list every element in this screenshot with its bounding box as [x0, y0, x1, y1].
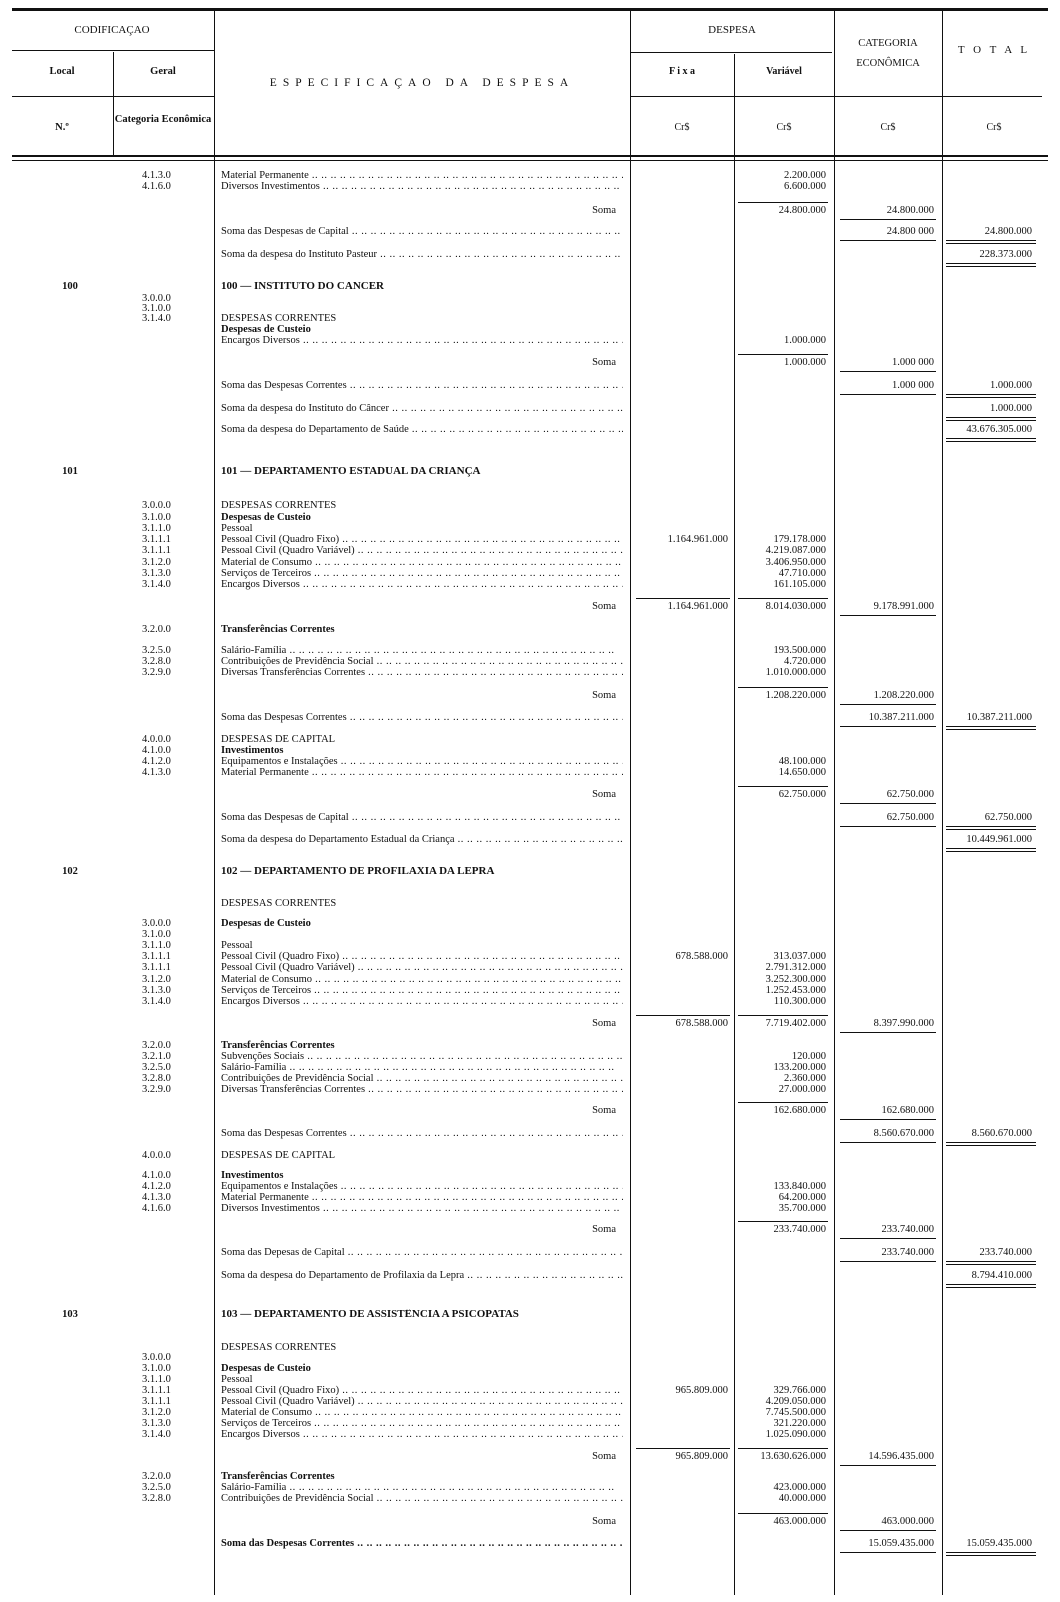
total-rule-double — [946, 420, 1036, 421]
categoria-rule — [840, 826, 936, 827]
soma-label: Soma — [592, 789, 616, 800]
header-despesa: DESPESA — [708, 24, 756, 36]
specification-text: Despesas de Custeio — [221, 512, 311, 523]
value-variavel: 27.000.000 — [778, 1084, 826, 1095]
category-code: 3.1.2.0 — [142, 974, 171, 985]
specification-text: Investimentos — [221, 1170, 284, 1181]
value-total: 10.449.961.000 — [966, 834, 1032, 845]
specification-text: Salário-Família .. .. — [221, 645, 623, 656]
category-code: 3.1.1.1 — [142, 545, 171, 556]
sum-rule-fixa — [636, 1448, 730, 1449]
value-variavel: 4.209.050.000 — [765, 1396, 826, 1407]
value-fixa: 1.164.961.000 — [667, 601, 728, 612]
total-rule-double — [946, 851, 1036, 852]
category-code: 4.1.6.0 — [142, 1203, 171, 1214]
value-fixa: 678.588.000 — [675, 951, 728, 962]
category-code: 4.1.0.0 — [142, 1170, 171, 1181]
specification-text: Transferências Correntes — [221, 1040, 335, 1051]
value-variavel: 423.000.000 — [773, 1482, 826, 1493]
value-variavel: 7.719.402.000 — [765, 1018, 826, 1029]
category-code: 3.1.2.0 — [142, 557, 171, 568]
specification-text: Soma das Despesas de Capital .. .. — [221, 226, 623, 237]
category-code: 3.2.0.0 — [142, 624, 171, 635]
specification-text: Soma das Despesas Correntes .. .. — [221, 1538, 623, 1549]
value-categoria: 24.800.000 — [886, 205, 934, 216]
local-number: 102 — [62, 866, 78, 877]
total-rule — [946, 826, 1036, 827]
value-variavel: 463.000.000 — [773, 1516, 826, 1527]
category-code: 3.1.1.1 — [142, 962, 171, 973]
category-code: 3.2.8.0 — [142, 1493, 171, 1504]
category-code: 3.2.8.0 — [142, 1073, 171, 1084]
value-variavel: 2.360.000 — [784, 1073, 826, 1084]
specification-text: Subvenções Sociais .. .. — [221, 1051, 623, 1062]
specification-text: Soma das Despesas de Capital .. .. — [221, 812, 623, 823]
specification-text: Material de Consumo .. .. — [221, 557, 623, 568]
value-variavel: 1.025.090.000 — [765, 1429, 826, 1440]
value-total: 15.059.435.000 — [966, 1538, 1032, 1549]
category-code: 3.0.0.0 — [142, 293, 171, 304]
specification-text: 102 — DEPARTAMENTO DE PROFILAXIA DA LEPRA — [221, 866, 495, 877]
specification-text: 100 — INSTITUTO DO CANCER — [221, 281, 384, 292]
header-bottom-rule — [12, 155, 1048, 157]
value-variavel: 329.766.000 — [773, 1385, 826, 1396]
category-code: 3.1.1.1 — [142, 1385, 171, 1396]
sum-rule-variavel — [738, 687, 828, 688]
category-code: 3.2.0.0 — [142, 1471, 171, 1482]
header-categoria-col: CATEGORIA ECONÔMICA — [856, 38, 920, 69]
soma-label: Soma — [592, 205, 616, 216]
value-variavel: 8.014.030.000 — [765, 601, 826, 612]
header-fixa: F i x a — [668, 66, 695, 77]
currency-total: Cr$ — [986, 122, 1002, 133]
sum-rule-categoria — [840, 371, 936, 372]
specification-text: Soma da despesa do Departamento de Saúde .. .. — [221, 424, 623, 435]
specification-text: Material Permanente .. .. — [221, 1192, 623, 1203]
value-variavel: 162.680.000 — [773, 1105, 826, 1116]
category-code: 3.1.4.0 — [142, 996, 171, 1007]
categoria-rule — [840, 1261, 936, 1262]
value-variavel: 179.178.000 — [773, 534, 826, 545]
value-variavel: 2.200.000 — [784, 170, 826, 181]
category-code: 3.2.5.0 — [142, 645, 171, 656]
category-code: 3.1.1.0 — [142, 940, 171, 951]
value-variavel: 1.000.000 — [784, 357, 826, 368]
specification-text: Pessoal Civil (Quadro Fixo) .. .. — [221, 1385, 623, 1396]
sum-rule-variavel — [738, 202, 828, 203]
col-divider-cate — [834, 10, 835, 1595]
sum-rule-categoria — [840, 803, 936, 804]
category-code: 3.1.0.0 — [142, 929, 171, 940]
category-code: 3.0.0.0 — [142, 1352, 171, 1363]
specification-text: Soma da despesa do Departamento de Profilaxia da Lepra .. .. — [221, 1270, 623, 1281]
specification-text: Transferências Correntes — [221, 624, 335, 635]
value-total: 24.800.000 — [984, 226, 1032, 237]
value-variavel: 161.105.000 — [773, 579, 826, 590]
total-rule — [946, 438, 1036, 439]
value-total: 228.373.000 — [979, 249, 1032, 260]
category-code: 3.2.9.0 — [142, 1084, 171, 1095]
total-rule — [946, 726, 1036, 727]
value-total: 1.000.000 — [990, 403, 1032, 414]
value-categoria: 233.740.000 — [881, 1224, 934, 1235]
category-code: 3.2.8.0 — [142, 656, 171, 667]
specification-text: 101 — DEPARTAMENTO ESTADUAL DA CRIANÇA — [221, 466, 481, 477]
total-rule-double — [946, 441, 1036, 442]
sum-rule-categoria — [840, 1530, 936, 1531]
header-total: T O T A L — [957, 44, 1031, 56]
value-categoria: 8.560.670.000 — [873, 1128, 934, 1139]
specification-text: DESPESAS DE CAPITAL — [221, 1150, 336, 1161]
specification-text: Material de Consumo .. .. — [221, 974, 623, 985]
categoria-rule — [840, 726, 936, 727]
specification-text: Diversos Investimentos .. .. — [221, 1203, 623, 1214]
soma-label: Soma — [592, 1451, 616, 1462]
header-rule-despesa — [630, 52, 832, 53]
value-variavel: 120.000 — [791, 1051, 826, 1062]
specification-text: Encargos Diversos .. .. — [221, 579, 623, 590]
sum-rule-variavel — [738, 354, 828, 355]
top-rule — [12, 8, 1048, 11]
specification-text: DESPESAS CORRENTES — [221, 500, 337, 511]
soma-label: Soma — [592, 1105, 616, 1116]
value-variavel: 1.208.220.000 — [765, 690, 826, 701]
value-total: 10.387.211.000 — [966, 712, 1032, 723]
specification-text: DESPESAS CORRENTES — [221, 313, 337, 324]
categoria-rule — [840, 1142, 936, 1143]
specification-text: Pessoal Civil (Quadro Variável) .. .. — [221, 545, 623, 556]
header-local: Local — [49, 66, 75, 77]
total-rule-double — [946, 1555, 1036, 1556]
value-categoria: 463.000.000 — [881, 1516, 934, 1527]
value-variavel: 1.000.000 — [784, 335, 826, 346]
sum-rule-fixa — [636, 1015, 730, 1016]
value-variavel: 13.630.626.000 — [760, 1451, 826, 1462]
sum-rule-categoria — [840, 1032, 936, 1033]
specification-text: Soma da despesa do Instituto Pasteur .. .. — [221, 249, 623, 260]
specification-text: Pessoal — [221, 940, 253, 951]
specification-text: Encargos Diversos .. .. — [221, 996, 623, 1007]
category-code: 3.1.4.0 — [142, 313, 171, 324]
specification-text: Pessoal Civil (Quadro Variável) .. .. — [221, 1396, 623, 1407]
soma-label: Soma — [592, 1018, 616, 1029]
specification-text: Contribuições de Previdência Social .. .. — [221, 1073, 623, 1084]
header-variavel: Variável — [766, 66, 802, 77]
category-code: 3.2.5.0 — [142, 1062, 171, 1073]
total-rule — [946, 1284, 1036, 1285]
category-code: 4.1.2.0 — [142, 756, 171, 767]
category-code: 3.1.3.0 — [142, 985, 171, 996]
specification-text: Encargos Diversos .. .. — [221, 335, 623, 346]
total-rule — [946, 240, 1036, 241]
category-code: 3.0.0.0 — [142, 500, 171, 511]
specification-text: Soma das Despesas Correntes .. .. — [221, 380, 623, 391]
specification-text: DESPESAS DE CAPITAL — [221, 734, 336, 745]
header-numero: N.º — [55, 122, 69, 133]
specification-text: Despesas de Custeio — [221, 1363, 311, 1374]
total-rule — [946, 1552, 1036, 1553]
value-variavel: 3.252.300.000 — [765, 974, 826, 985]
value-variavel: 14.650.000 — [778, 767, 826, 778]
categoria-rule — [840, 394, 936, 395]
specification-text: Soma das Despesas Correntes .. .. — [221, 1128, 623, 1139]
sum-rule-variavel — [738, 1102, 828, 1103]
category-code: 4.0.0.0 — [142, 1150, 171, 1161]
specification-text: Serviços de Terceiros .. .. — [221, 568, 623, 579]
value-total: 8.560.670.000 — [971, 1128, 1032, 1139]
total-rule-double — [946, 1264, 1036, 1265]
category-code: 3.1.1.0 — [142, 1374, 171, 1385]
category-code: 4.1.3.0 — [142, 170, 171, 181]
value-variavel: 48.100.000 — [778, 756, 826, 767]
specification-text: Contribuições de Previdência Social .. .. — [221, 1493, 623, 1504]
value-total: 43.676.305.000 — [966, 424, 1032, 435]
specification-text: Transferências Correntes — [221, 1471, 335, 1482]
value-categoria: 62.750.000 — [886, 789, 934, 800]
category-code: 3.2.9.0 — [142, 667, 171, 678]
category-code: 4.1.0.0 — [142, 745, 171, 756]
value-variavel: 110.300.000 — [773, 996, 826, 1007]
currency-fixa: Cr$ — [674, 122, 690, 133]
value-variavel: 4.720.000 — [784, 656, 826, 667]
value-fixa: 965.809.000 — [675, 1385, 728, 1396]
specification-text: Serviços de Terceiros .. .. — [221, 1418, 623, 1429]
category-code: 3.1.1.1 — [142, 534, 171, 545]
specification-text: Soma das Depesas de Capital .. .. — [221, 1247, 623, 1258]
specification-text: Pessoal Civil (Quadro Fixo) .. .. — [221, 534, 623, 545]
value-variavel: 1.252.453.000 — [765, 985, 826, 996]
value-categoria: 1.000 000 — [892, 357, 934, 368]
sum-rule-fixa — [636, 598, 730, 599]
header-bottom-rule-2 — [12, 160, 1048, 161]
value-categoria: 1.000 000 — [892, 380, 934, 391]
value-fixa: 1.164.961.000 — [667, 534, 728, 545]
value-categoria: 14.596.435.000 — [868, 1451, 934, 1462]
category-code: 3.1.4.0 — [142, 579, 171, 590]
category-code: 4.1.2.0 — [142, 1181, 171, 1192]
specification-text: Material Permanente .. .. — [221, 767, 623, 778]
total-rule-double — [946, 266, 1036, 267]
specification-text: Salário-Família .. .. — [221, 1482, 623, 1493]
specification-text: Serviços de Terceiros .. .. — [221, 985, 623, 996]
total-rule-double — [946, 1287, 1036, 1288]
sum-rule-categoria — [840, 1465, 936, 1466]
category-code: 3.1.2.0 — [142, 1407, 171, 1418]
specification-text: Pessoal — [221, 1374, 253, 1385]
value-variavel: 3.406.950.000 — [765, 557, 826, 568]
specification-text: Soma da despesa do Departamento Estadual da Criança .. .. — [221, 834, 623, 845]
value-categoria: 62.750.000 — [886, 812, 934, 823]
category-code: 4.1.3.0 — [142, 767, 171, 778]
value-categoria: 233.740.000 — [881, 1247, 934, 1258]
value-variavel: 47.710.000 — [778, 568, 826, 579]
specification-text: DESPESAS CORRENTES — [221, 898, 337, 909]
value-variavel: 35.700.000 — [778, 1203, 826, 1214]
specification-text: Pessoal — [221, 523, 253, 534]
value-variavel: 4.219.087.000 — [765, 545, 826, 556]
specification-text: Material Permanente .. .. — [221, 170, 623, 181]
col-divider-total — [942, 10, 943, 1595]
specification-text: Diversos Investimentos .. .. — [221, 181, 623, 192]
total-rule — [946, 394, 1036, 395]
specification-text: Despesas de Custeio — [221, 324, 311, 335]
specification-text: Material de Consumo .. .. — [221, 1407, 623, 1418]
value-variavel: 64.200.000 — [778, 1192, 826, 1203]
sum-rule-variavel — [738, 1015, 828, 1016]
header-categoria-economica: Categoria Econômica — [114, 114, 212, 125]
value-variavel: 313.037.000 — [773, 951, 826, 962]
category-code: 3.2.0.0 — [142, 1040, 171, 1051]
total-rule-double — [946, 1145, 1036, 1146]
specification-text: Soma das Despesas Correntes .. .. — [221, 712, 623, 723]
sum-rule-variavel — [738, 786, 828, 787]
value-variavel: 62.750.000 — [778, 789, 826, 800]
sum-rule-variavel — [738, 1221, 828, 1222]
sum-rule-categoria — [840, 704, 936, 705]
sum-rule-variavel — [738, 1513, 828, 1514]
categoria-rule — [840, 1552, 936, 1553]
category-code: 3.1.0.0 — [142, 1363, 171, 1374]
header-geral: Geral — [150, 66, 176, 77]
value-variavel: 233.740.000 — [773, 1224, 826, 1235]
value-categoria: 10.387.211.000 — [868, 712, 934, 723]
sum-rule-categoria — [840, 1119, 936, 1120]
local-number: 100 — [62, 281, 78, 292]
value-variavel: 321.220.000 — [773, 1418, 826, 1429]
sum-rule-variavel — [738, 1448, 828, 1449]
soma-label: Soma — [592, 357, 616, 368]
currency-categoria: Cr$ — [880, 122, 896, 133]
specification-text: Pessoal Civil (Quadro Fixo) .. .. — [221, 951, 623, 962]
col-divider-spec — [214, 10, 215, 1595]
specification-text: Investimentos — [221, 745, 284, 756]
category-code: 3.2.1.0 — [142, 1051, 171, 1062]
value-variavel: 133.840.000 — [773, 1181, 826, 1192]
value-categoria: 9.178.991.000 — [873, 601, 934, 612]
value-total: 62.750.000 — [984, 812, 1032, 823]
header-especificacao: ESPECIFICAÇAO DA DESPESA — [269, 77, 575, 89]
value-categoria: 8.397.990.000 — [873, 1018, 934, 1029]
specification-text: Soma da despesa do Instituto do Câncer .. .. — [221, 403, 623, 414]
value-fixa: 965.809.000 — [675, 1451, 728, 1462]
header-codificacao: CODIFICAÇAO — [74, 24, 150, 36]
categoria-rule — [840, 240, 936, 241]
sum-rule-categoria — [840, 1238, 936, 1239]
total-rule — [946, 1261, 1036, 1262]
category-code: 3.1.4.0 — [142, 1429, 171, 1440]
total-rule — [946, 1142, 1036, 1143]
total-rule — [946, 263, 1036, 264]
value-variavel: 7.745.500.000 — [765, 1407, 826, 1418]
category-code: 3.1.0.0 — [142, 512, 171, 523]
specification-text: Encargos Diversos .. .. — [221, 1429, 623, 1440]
sum-rule-categoria — [840, 615, 936, 616]
specification-text: Diversas Transferências Correntes .. .. — [221, 1084, 623, 1095]
total-rule — [946, 848, 1036, 849]
category-code: 3.1.1.0 — [142, 523, 171, 534]
total-rule-double — [946, 829, 1036, 830]
total-rule-double — [946, 397, 1036, 398]
value-categoria: 15.059.435.000 — [868, 1538, 934, 1549]
value-fixa: 678.588.000 — [675, 1018, 728, 1029]
soma-label: Soma — [592, 1224, 616, 1235]
specification-text: Contribuições de Previdência Social .. .. — [221, 656, 623, 667]
soma-label: Soma — [592, 690, 616, 701]
value-variavel: 133.200.000 — [773, 1062, 826, 1073]
header-rule-codif — [12, 50, 214, 51]
local-number: 103 — [62, 1309, 78, 1320]
category-code: 3.1.3.0 — [142, 568, 171, 579]
sum-rule-variavel — [738, 598, 828, 599]
specification-text: Equipamentos e Instalações .. .. — [221, 1181, 623, 1192]
header-rule-fixa — [630, 96, 1042, 97]
value-total: 8.794.410.000 — [971, 1270, 1032, 1281]
value-total: 233.740.000 — [979, 1247, 1032, 1258]
category-code: 3.1.3.0 — [142, 1418, 171, 1429]
currency-variavel: Cr$ — [776, 122, 792, 133]
soma-label: Soma — [592, 1516, 616, 1527]
col-divider-var — [734, 54, 735, 1595]
value-total: 1.000.000 — [990, 380, 1032, 391]
specification-text: Pessoal Civil (Quadro Variável) .. .. — [221, 962, 623, 973]
specification-text: 103 — DEPARTAMENTO DE ASSISTÊNCIA A PSICOPATAS — [221, 1309, 519, 1320]
value-variavel: 40.000.000 — [778, 1493, 826, 1504]
value-categoria: 162.680.000 — [881, 1105, 934, 1116]
category-code: 4.1.3.0 — [142, 1192, 171, 1203]
col-divider-fixa — [630, 10, 631, 1595]
specification-text: Despesas de Custeio — [221, 918, 311, 929]
value-categoria: 24.800 000 — [886, 226, 934, 237]
sum-rule-categoria — [840, 219, 936, 220]
value-categoria: 1.208.220.000 — [873, 690, 934, 701]
value-variavel: 24.800.000 — [778, 205, 826, 216]
total-rule — [946, 417, 1036, 418]
value-variavel: 193.500.000 — [773, 645, 826, 656]
category-code: 3.1.1.1 — [142, 951, 171, 962]
total-rule-double — [946, 243, 1036, 244]
soma-label: Soma — [592, 601, 616, 612]
value-variavel: 2.791.312.000 — [765, 962, 826, 973]
category-code: 4.0.0.0 — [142, 734, 171, 745]
specification-text: Equipamentos e Instalações .. .. — [221, 756, 623, 767]
category-code: 3.2.5.0 — [142, 1482, 171, 1493]
total-rule-double — [946, 729, 1036, 730]
local-number: 101 — [62, 466, 78, 477]
category-code: 4.1.6.0 — [142, 181, 171, 192]
value-variavel: 1.010.000.000 — [765, 667, 826, 678]
category-code: 3.1.1.1 — [142, 1396, 171, 1407]
specification-text: Salário-Família .. .. — [221, 1062, 623, 1073]
category-code: 3.0.0.0 — [142, 918, 171, 929]
specification-text: Diversas Transferências Correntes .. .. — [221, 667, 623, 678]
category-code: 3.1.0.0 — [142, 303, 171, 314]
specification-text: DESPESAS CORRENTES — [221, 1342, 337, 1353]
value-variavel: 6.600.000 — [784, 181, 826, 192]
